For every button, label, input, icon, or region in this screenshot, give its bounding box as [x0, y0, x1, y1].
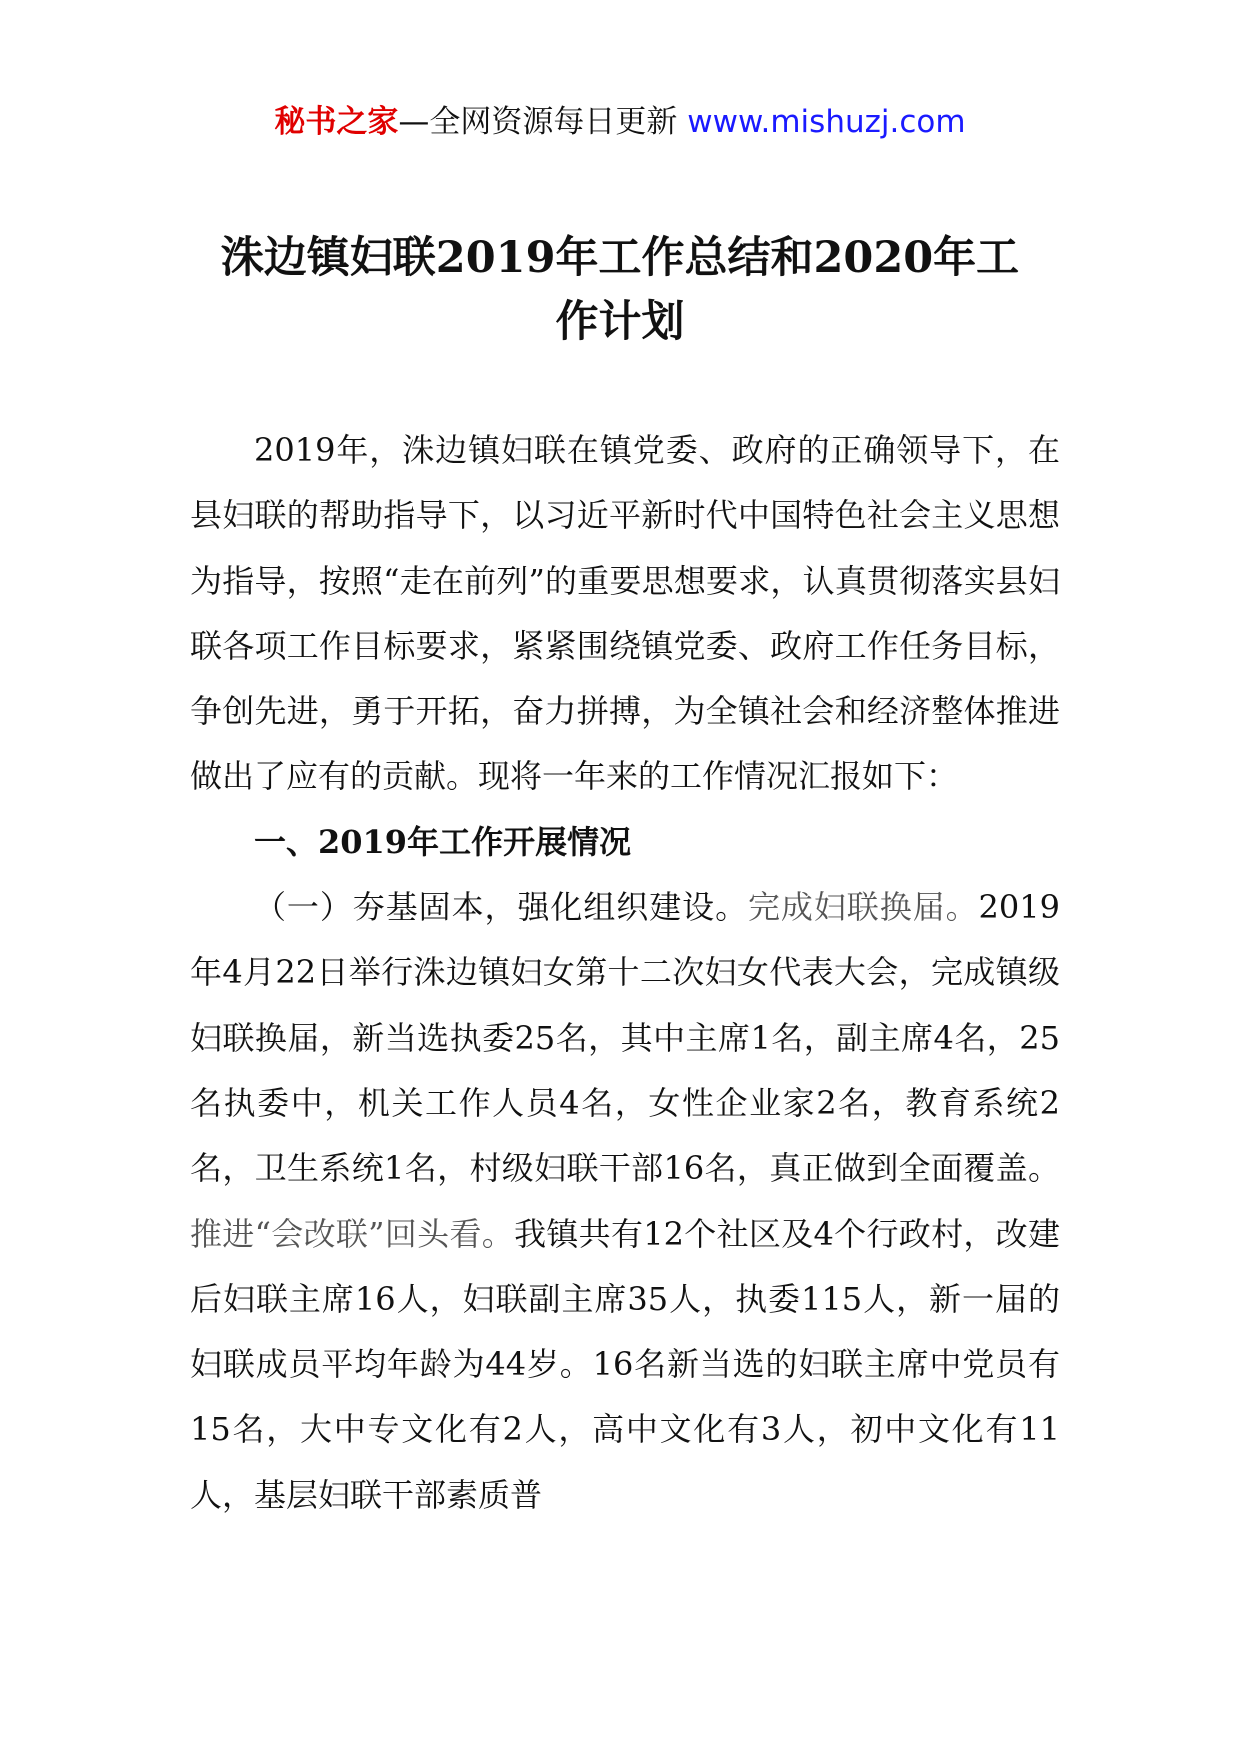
subsection-highlight-2: 推进“会改联”回头看。: [190, 1214, 515, 1253]
title-line-1: 洙边镇妇联2019年工作总结和2020年工: [220, 233, 1020, 283]
document-title: [190, 226, 1050, 354]
site-header: [0, 100, 1240, 144]
subsection-lead: （一）夯基固本，强化组织建设。: [254, 888, 748, 927]
site-brand: 秘书之家: [274, 104, 399, 140]
title-line-2: 作计划: [555, 297, 685, 347]
intro-paragraph: 2019年，洙边镇妇联在镇党委、政府的正确领导下，在县妇联的帮助指导下，以习近平新时代中国特色社会主义思想为指导，按照“走在前列”的重要思想要求，认真贯彻落实县妇联各项工作目标要求，紧紧围绕镇党委、政府工作任务目标，争创先进，勇于开拓，奋力拼搏，为全镇社会和经济整体推进做出了应有的贡献。现将一年来的工作情况汇报如下：: [190, 431, 1060, 796]
section-paragraph: [190, 875, 1060, 1528]
document-body: [190, 418, 1060, 1528]
section-heading: 一、2019年工作开展情况: [254, 822, 632, 861]
subsection-text-2: 我镇共有12个社区及4个行政村，改建后妇联主席16人，妇联副主席35人，执委115人，新一届的妇联成员平均年龄为44岁。16名新当选的妇联主席中党员有15名，大中专文化有2人，高中文化有3人，初中文化有11人，基层妇联干部素质普: [190, 1214, 1060, 1514]
site-tagline: —全网资源每日更新: [398, 104, 678, 140]
subsection-text: 2019年4月22日举行洙边镇妇女第十二次妇女代表大会，完成镇级妇联换届，新当选执委25名，其中主席1名，副主席4名，25名执委中，机关工作人员4名，女性企业家2名，教育系统2名，卫生系统1名，村级妇联干部16名，真正做到全面覆盖。: [190, 888, 1060, 1188]
subsection-highlight: 完成妇联换届。: [748, 888, 979, 927]
site-url-link[interactable]: www.mishuzj.com: [687, 104, 966, 140]
